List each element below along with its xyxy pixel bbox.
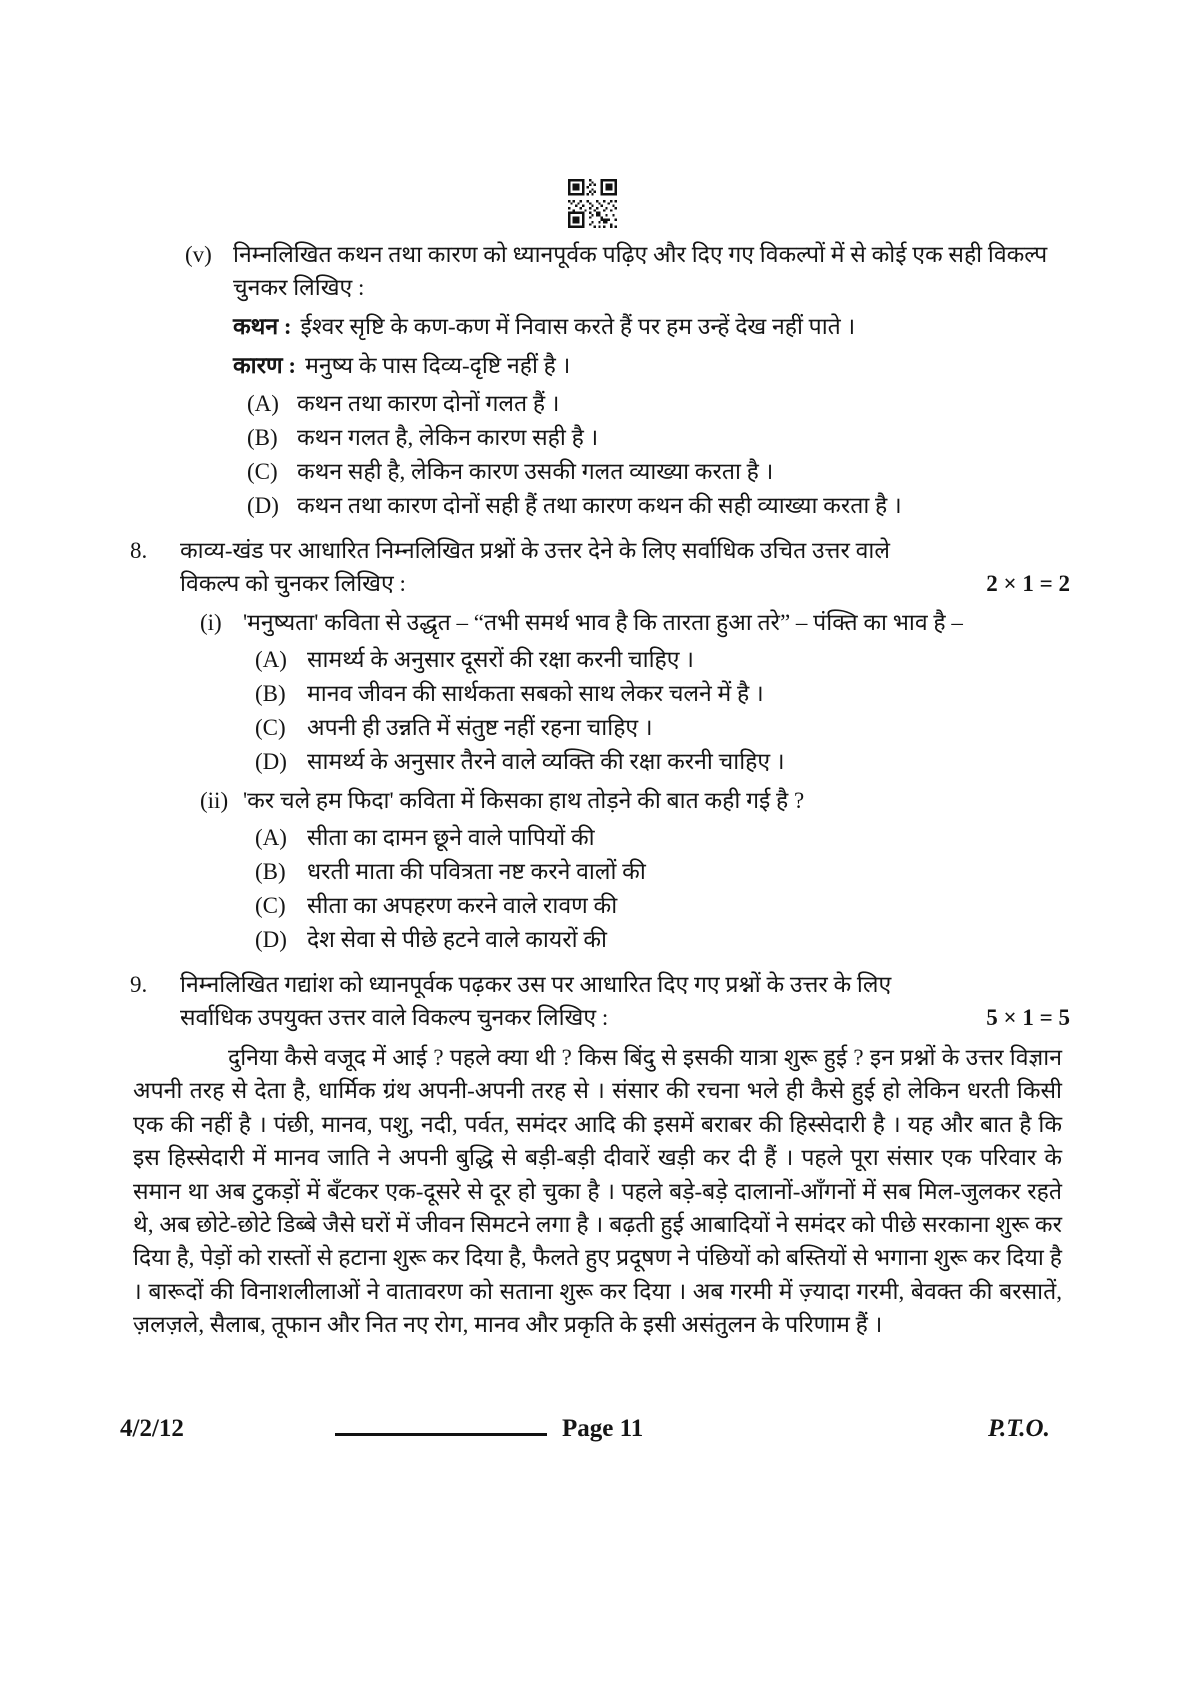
assertion-line — [233, 310, 1062, 343]
question-8-intro — [180, 534, 1070, 600]
option-label: (C) — [247, 459, 278, 484]
option-label: (C) — [255, 715, 286, 740]
option-label: (A) — [247, 391, 279, 416]
option-row — [255, 889, 1062, 922]
option-label: (B) — [247, 425, 278, 450]
question-number: 8. — [130, 538, 148, 563]
option-text: कथन गलत है, लेकिन कारण सही है । — [297, 425, 599, 450]
option-text: मानव जीवन की सार्थकता सबको साथ लेकर चलने में है । — [307, 681, 764, 706]
pto-label: P.T.O. — [988, 1415, 1050, 1442]
question-9 — [130, 968, 1070, 1342]
option-label: (D) — [255, 927, 287, 952]
option-text: सामर्थ्य के अनुसार दूसरों की रक्षा करनी चाहिए । — [307, 647, 694, 672]
question-v-options — [247, 387, 1062, 522]
sub-question-ii — [200, 784, 1062, 956]
option-label: (A) — [255, 825, 287, 850]
question-v-label: (v) — [185, 242, 212, 267]
question-text: काव्य-खंड पर आधारित निम्नलिखित प्रश्नों के उत्तर देने के लिए सर्वाधिक उचित उत्तर वाले विकल्प को चुनकर लिखिए : — [180, 538, 890, 596]
option-row — [255, 821, 1062, 854]
option-row — [255, 643, 1062, 676]
option-row — [247, 387, 1062, 420]
option-label: (D) — [247, 493, 279, 518]
option-text: अपनी ही उन्नति में संतुष्ट नहीं रहना चाहिए । — [307, 715, 653, 740]
option-text: सामर्थ्य के अनुसार तैरने वाले व्यक्ति की रक्षा करनी चाहिए । — [307, 749, 785, 774]
option-label: (C) — [255, 893, 286, 918]
option-text: सीता का अपहरण करने वाले रावण की — [307, 893, 618, 918]
option-row — [255, 711, 1062, 744]
footer-divider — [335, 1433, 547, 1436]
option-row — [247, 489, 1062, 522]
reason-line — [233, 349, 1062, 382]
page-number: Page 11 — [562, 1415, 644, 1442]
option-text: कथन तथा कारण दोनों सही हैं तथा कारण कथन की सही व्याख्या करता है । — [297, 493, 902, 518]
sub-question-text: 'मनुष्यता' कविता से उद्धृत – “तभी समर्थ भाव है कि तारता हुआ तरे” – पंक्ति का भाव है – — [243, 610, 963, 635]
option-row — [247, 455, 1062, 488]
sub-question-i-options — [255, 642, 1062, 778]
page-content — [130, 238, 1070, 1342]
reason-label: कारण : — [233, 353, 297, 378]
option-row — [247, 421, 1062, 454]
option-label: (A) — [255, 647, 287, 672]
option-row — [255, 923, 1062, 956]
sub-question-label: (i) — [200, 610, 222, 635]
option-row — [255, 677, 1062, 710]
question-number: 9. — [130, 972, 148, 997]
option-text: सीता का दामन छूने वाले पापियों की — [307, 825, 595, 850]
option-label: (B) — [255, 681, 286, 706]
qr-code-icon — [568, 179, 617, 228]
option-text: धरती माता की पवित्रता नष्ट करने वालों की — [307, 859, 646, 884]
question-9-intro — [180, 968, 1070, 1034]
option-text: देश सेवा से पीछे हटने वाले कायरों की — [307, 927, 607, 952]
sub-question-ii-options — [255, 820, 1062, 956]
option-text: कथन सही है, लेकिन कारण उसकी गलत व्याख्या करता है । — [297, 459, 774, 484]
sub-question-i — [200, 606, 1062, 778]
option-text: कथन तथा कारण दोनों गलत हैं । — [297, 391, 560, 416]
paper-code: 4/2/12 — [120, 1415, 184, 1442]
reason-text: मनुष्य के पास दिव्य-दृष्टि नहीं है । — [305, 353, 571, 378]
option-row — [255, 745, 1062, 778]
option-label: (B) — [255, 859, 286, 884]
reading-passage: दुनिया कैसे वजूद में आई ? पहले क्या थी ? किस बिंदु से इसकी यात्रा शुरू हुई ? इन प्रश्नों के उत्तर विज्ञान अपनी तरह से देता है, धार्मिक ग्रंथ अपनी-अपनी तरह से । संसार की रचना भले ही कैसे हुई हो लेकिन धरती किसी एक की नहीं है । पंछी, मानव, पशु, नदी, पर्वत, समंदर आदि की इसमें बराबर की हिस्सेदारी है । यह और बात है कि इस हिस्सेदारी में मानव जाति ने अपनी बुद्धि से बड़ी-बड़ी दीवारें खड़ी कर दी हैं । पहले पूरा संसार एक परिवार के समान था अब टुकड़ों में बँटकर एक-दूसरे से दूर हो चुका है । पहले बड़े-बड़े दालानों-आँगनों में सब मिल-जुलकर रहते थे, अब छोटे-छोटे डिब्बे जैसे घरों में जीवन सिमटने लगा है । बढ़ती हुई आबादियों ने समंदर को पीछे सरकाना शुरू कर दिया है, पेड़ों को रास्तों से हटाना शुरू कर दिया है, फैलते हुए प्रदूषण ने पंछियों को बस्तियों से भगाना शुरू कर दिया है । बारूदों की विनाशलीलाओं ने वातावरण को सताना शुरू कर दिया । अब गरमी में ज़्यादा गरमी, बेवक्त की बरसातें, ज़लज़ले, सैलाब, तूफान और नित नए रोग, मानव और प्रकृति के इसी असंतुलन के परिणाम हैं । — [133, 1045, 1062, 1338]
marks: 5 × 1 = 5 — [986, 1005, 1070, 1030]
assertion-text: ईश्वर सृष्टि के कण-कण में निवास करते हैं पर हम उन्हें देख नहीं पाते । — [300, 314, 856, 339]
marks: 2 × 1 = 2 — [986, 571, 1070, 596]
sub-question-label: (ii) — [200, 788, 229, 813]
page-footer — [0, 1412, 1190, 1452]
option-label: (D) — [255, 749, 287, 774]
question-8 — [130, 534, 1070, 956]
question-v-text: निम्नलिखित कथन तथा कारण को ध्यानपूर्वक पढ़िए और दिए गए विकल्पों में से कोई एक सही विकल्प चुनकर लिखिए : — [233, 242, 1048, 300]
option-row — [255, 855, 1062, 888]
question-v — [185, 238, 1062, 522]
assertion-label: कथन : — [233, 314, 292, 339]
sub-question-text: 'कर चले हम फिदा' कविता में किसका हाथ तोड़ने की बात कही गई है ? — [243, 788, 805, 813]
question-text: निम्नलिखित गद्यांश को ध्यानपूर्वक पढ़कर उस पर आधारित दिए गए प्रश्नों के उत्तर के लिए सर्वाधिक उपयुक्त उत्तर वाले विकल्प चुनकर लिखिए : — [180, 972, 892, 1030]
